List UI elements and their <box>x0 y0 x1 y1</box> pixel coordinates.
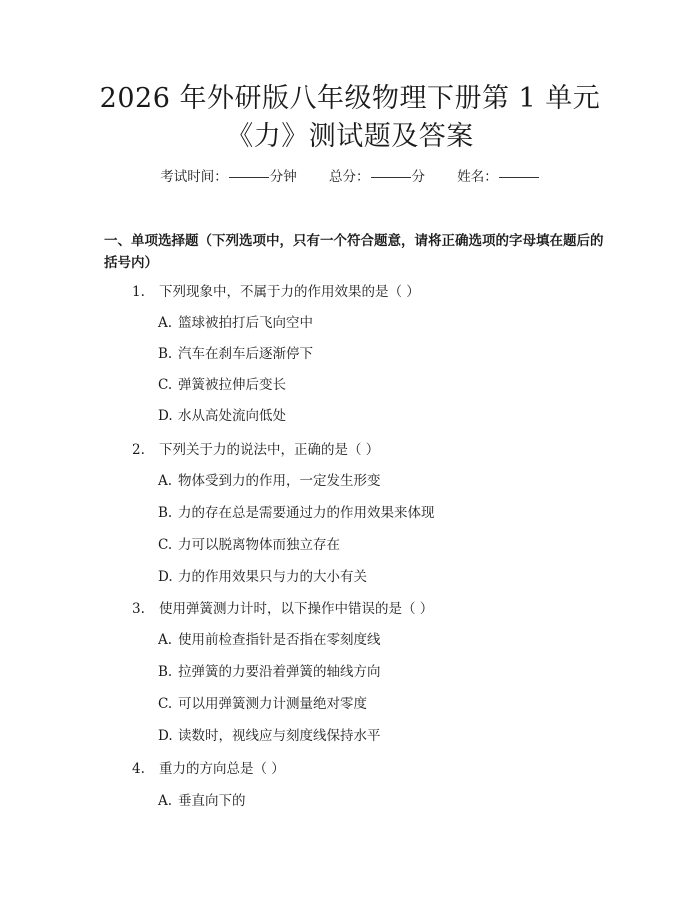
option-label: A. <box>158 315 173 331</box>
option-label: B. <box>158 505 173 521</box>
question-text: 使用弹簧测力计时，以下操作中错误的是（ ） <box>159 601 434 617</box>
question-2-option-a <box>158 471 381 491</box>
option-label: D. <box>158 728 173 744</box>
question-number: 2. <box>132 442 145 458</box>
option-text: 使用前检查指针是否指在零刻度线 <box>178 632 381 648</box>
option-text: 水从高处流向低处 <box>178 408 286 424</box>
page-title-line1: 2026 年外研版八年级物理下册第 1 单元 <box>99 83 601 114</box>
question-3-option-c <box>158 694 367 714</box>
option-label: A. <box>158 793 173 809</box>
option-text: 力的存在总是需要通过力的作用效果来体现 <box>178 505 435 521</box>
exam-time-blank <box>229 177 269 178</box>
option-text: 物体受到力的作用，一定发生形变 <box>178 473 381 489</box>
option-label: A. <box>158 473 173 489</box>
question-2-option-b <box>158 503 435 523</box>
exam-time-label: 考试时间： <box>160 169 228 185</box>
total-score-blank <box>371 177 411 178</box>
total-score-label: 总分： <box>329 169 370 185</box>
question-3-option-d <box>158 726 381 746</box>
option-text: 读数时，视线应与刻度线保持水平 <box>178 728 381 744</box>
option-label: D. <box>158 408 173 424</box>
total-score-unit: 分 <box>411 169 425 185</box>
question-1 <box>132 282 420 302</box>
page-title-line2: 《力》测试题及答案 <box>226 121 474 152</box>
section-heading: 一、单项选择题（下列选项中，只有一个符合题意，请将正确选项的字母填在题后的括号内） <box>104 233 604 271</box>
question-3-option-b <box>158 662 381 682</box>
question-1-option-b <box>158 344 313 364</box>
option-text: 拉弹簧的力要沿着弹簧的轴线方向 <box>178 664 381 680</box>
exam-time-field <box>160 167 297 187</box>
option-text: 汽车在刹车后逐渐停下 <box>178 346 313 362</box>
student-name-field <box>457 167 540 187</box>
question-2-option-c <box>158 535 340 555</box>
option-text: 垂直向下的 <box>178 793 246 809</box>
question-1-option-a <box>158 313 313 333</box>
option-label: D. <box>158 569 173 585</box>
question-text: 重力的方向总是（ ） <box>159 761 285 777</box>
question-text: 下列现象中，不属于力的作用效果的是（ ） <box>159 284 420 300</box>
question-3-option-a <box>158 630 381 650</box>
question-1-option-c <box>158 375 286 395</box>
question-4-option-a <box>158 791 246 811</box>
option-label: C. <box>158 377 173 393</box>
question-4 <box>132 759 285 779</box>
option-label: B. <box>158 664 173 680</box>
option-text: 弹簧被拉伸后变长 <box>178 377 286 393</box>
option-text: 可以用弹簧测力计测量绝对零度 <box>178 696 367 712</box>
question-3 <box>132 599 433 619</box>
total-score-field <box>329 167 425 187</box>
option-label: C. <box>158 696 173 712</box>
option-label: C. <box>158 537 173 553</box>
question-2 <box>132 440 379 460</box>
student-name-label: 姓名： <box>457 169 498 185</box>
exam-info-line <box>0 167 700 187</box>
option-text: 力可以脱离物体而独立存在 <box>178 537 340 553</box>
question-2-option-d <box>158 567 367 587</box>
option-text: 篮球被拍打后飞向空中 <box>178 315 313 331</box>
exam-time-unit: 分钟 <box>269 169 297 185</box>
option-text: 力的作用效果只与力的大小有关 <box>178 569 367 585</box>
option-label: B. <box>158 346 173 362</box>
question-1-option-d <box>158 406 286 426</box>
option-label: A. <box>158 632 173 648</box>
question-text: 下列关于力的说法中，正确的是（ ） <box>159 442 380 458</box>
question-number: 1. <box>132 284 145 300</box>
question-number: 3. <box>132 601 145 617</box>
question-number: 4. <box>132 761 145 777</box>
student-name-blank <box>499 177 539 178</box>
